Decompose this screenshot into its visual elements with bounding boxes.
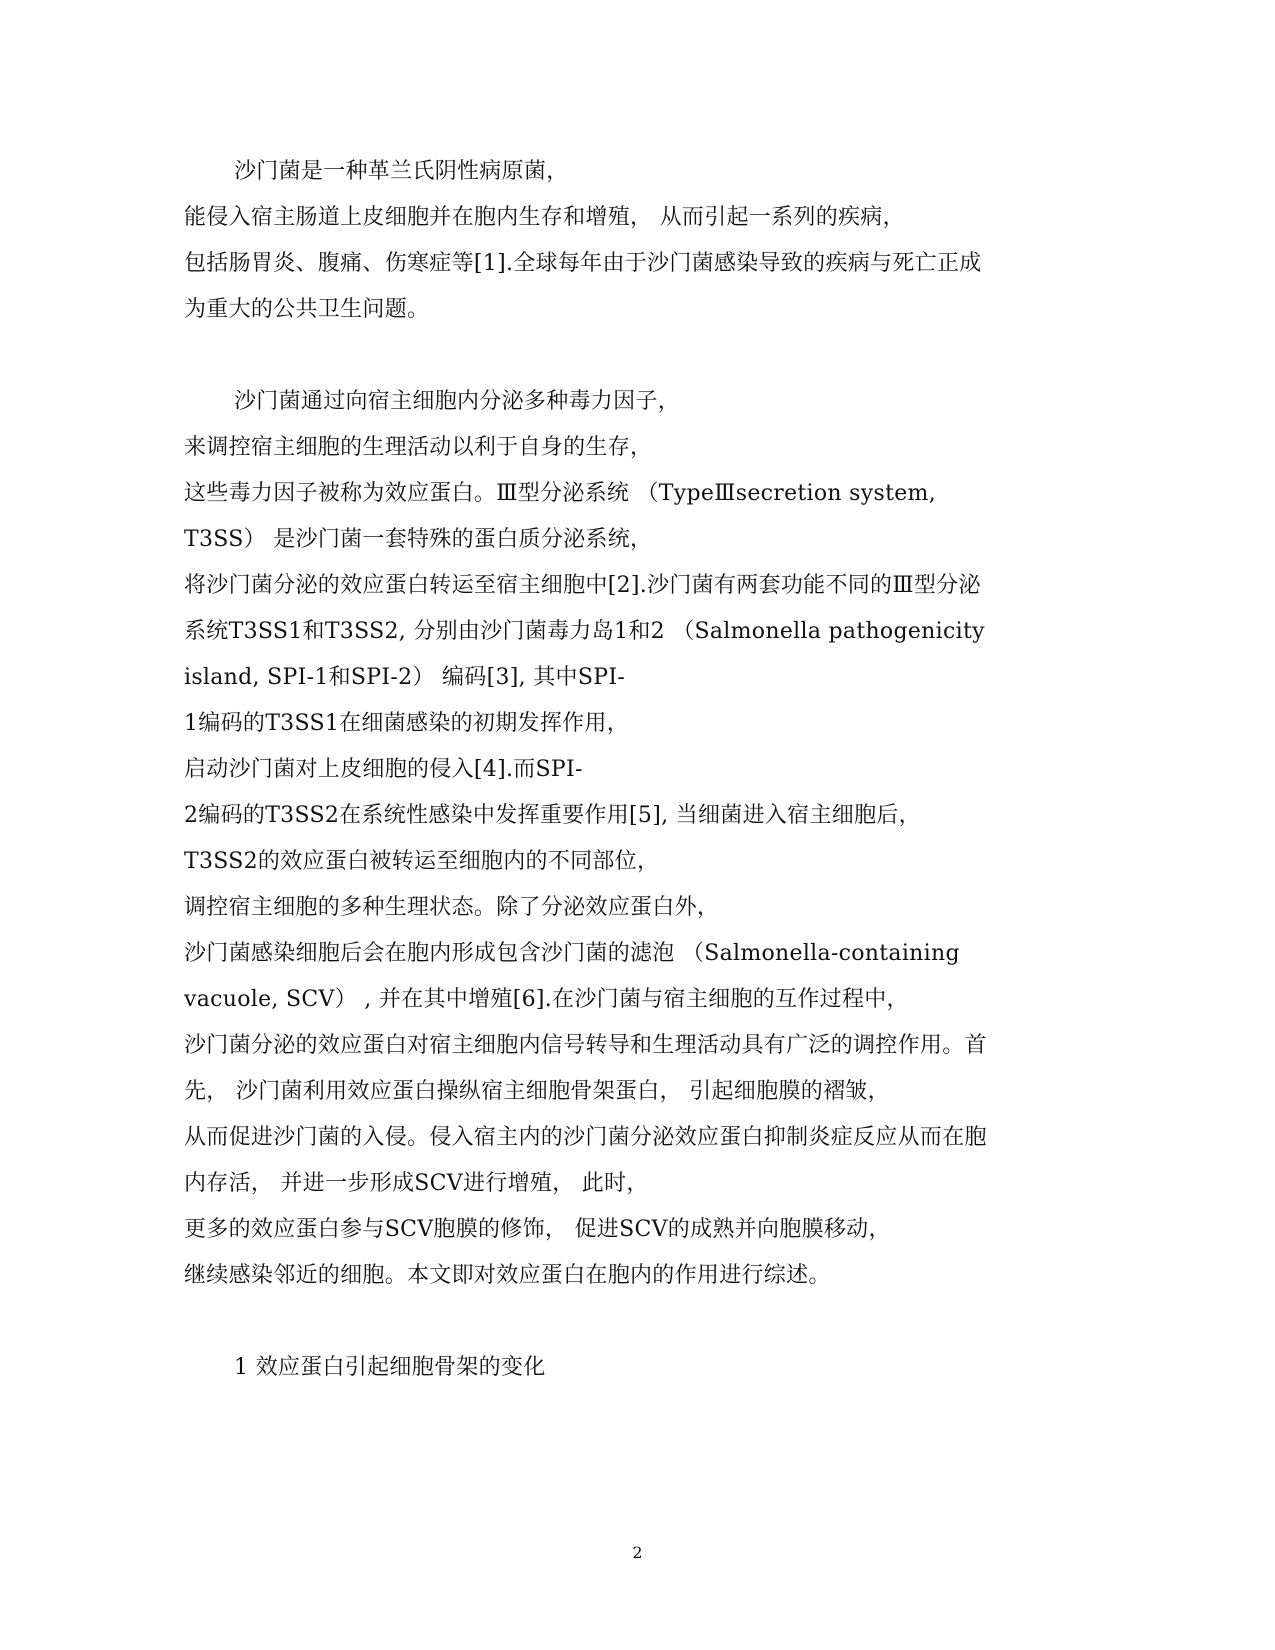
page-number: 2 (632, 1543, 643, 1562)
paragraph-2-line-2: 来调控宿主细胞的生理活动以利于自身的生存， (184, 435, 653, 460)
paragraph-2-line-12: 调控宿主细胞的多种生理状态。除了分泌效应蛋白外， (184, 895, 720, 920)
paragraph-1-line-2: 能侵入宿主肠道上皮细胞并在胞内生存和增殖， 从而引起一系列的疾病， (184, 205, 905, 230)
paragraph-2-line-13: 沙门菌感染细胞后会在胞内形成包含沙门菌的滤泡 （Salmonella-containing (184, 941, 960, 966)
section-heading: 1 效应蛋白引起细胞骨架的变化 (234, 1355, 546, 1380)
paragraph-2-line-14: vacuole, SCV） , 并在其中增殖[6].在沙门菌与宿主细胞的互作过程中， (184, 987, 909, 1012)
paragraph-2-line-9: 启动沙门菌对上皮细胞的侵入[4].而SPI- (184, 757, 583, 782)
paragraph-2-line-6: 系统T3SS1和T3SS2, 分别由沙门菌毒力岛1和2 （Salmonella pathogenicity (184, 619, 985, 644)
paragraph-2-line-10: 2编码的T3SS2在系统性感染中发挥重要作用[5], 当细菌进入宿主细胞后， (184, 803, 921, 828)
paragraph-2-line-16: 先， 沙门菌利用效应蛋白操纵宿主细胞骨架蛋白， 引起细胞膜的褶皱， (184, 1079, 890, 1104)
paragraph-2-line-19: 更多的效应蛋白参与SCV胞膜的修饰， 促进SCV的成熟并向胞膜移动， (184, 1217, 891, 1242)
paragraph-2-line-5: 将沙门菌分泌的效应蛋白转运至宿主细胞中[2].沙门菌有两套功能不同的Ⅲ型分泌 (184, 573, 981, 598)
paragraph-2-line-7: island, SPI-1和SPI-2） 编码[3], 其中SPI- (184, 665, 626, 690)
paragraph-2-line-1: 沙门菌通过向宿主细胞内分泌多种毒力因子， (234, 389, 681, 414)
paragraph-2-line-4: T3SS） 是沙门菌一套特殊的蛋白质分泌系统， (184, 527, 653, 552)
paragraph-2-line-20: 继续感染邻近的细胞。本文即对效应蛋白在胞内的作用进行综述。 (184, 1263, 831, 1288)
paragraph-1-line-1: 沙门菌是一种革兰氏阴性病原菌， (234, 159, 569, 184)
paragraph-2-line-15: 沙门菌分泌的效应蛋白对宿主细胞内信号转导和生理活动具有广泛的调控作用。首 (184, 1033, 987, 1058)
paragraph-2-line-18: 内存活， 并进一步形成SCV进行增殖， 此时， (184, 1171, 649, 1196)
paragraph-2-line-11: T3SS2的效应蛋白被转运至细胞内的不同部位， (184, 849, 660, 874)
paragraph-2-line-17: 从而促进沙门菌的入侵。侵入宿主内的沙门菌分泌效应蛋白抑制炎症反应从而在胞 (184, 1125, 987, 1150)
paragraph-2-line-8: 1编码的T3SS1在细菌感染的初期发挥作用， (184, 711, 630, 736)
paragraph-2-line-3: 这些毒力因子被称为效应蛋白。Ⅲ型分泌系统 （TypeⅢsecretion system, (184, 481, 937, 506)
paragraph-1-line-3: 包括肠胃炎、腹痛、伤寒症等[1].全球每年由于沙门菌感染导致的疾病与死亡正成 (184, 251, 982, 276)
paragraph-1-line-4: 为重大的公共卫生问题。 (184, 297, 430, 322)
